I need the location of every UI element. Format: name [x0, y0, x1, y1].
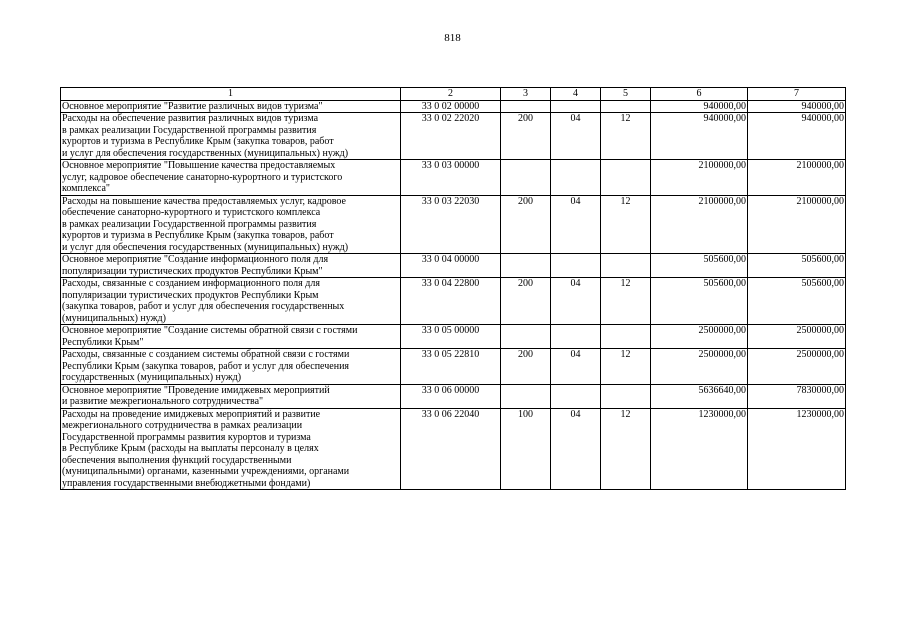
expense-name-line: (закупка товаров, работ и услуг для обеспечения государственных: [62, 301, 345, 312]
amount-col7-cell: 940000,00: [748, 100, 846, 113]
expense-name-line: Основное мероприятие "Создание информационного поля для: [62, 254, 329, 265]
expense-name-cell: [61, 100, 401, 113]
expense-name-cell: [61, 349, 401, 385]
expense-name-line: государственных (муниципальных) нужд): [62, 372, 242, 383]
amount-col7-cell: 1230000,00: [748, 408, 846, 490]
expense-type-cell: [501, 100, 551, 113]
subsection-cell: 12: [601, 278, 651, 325]
section-cell: [551, 325, 601, 349]
subsection-cell: 12: [601, 408, 651, 490]
expense-type-cell: [501, 384, 551, 408]
budget-code-cell: 33 0 06 00000: [401, 384, 501, 408]
subsection-cell: 12: [601, 349, 651, 385]
expense-name-line: в Республике Крым (расходы на выплаты персоналу в целях: [62, 443, 319, 454]
budget-code-cell: 33 0 03 22030: [401, 195, 501, 254]
expense-type-cell: 200: [501, 113, 551, 160]
table-row: [61, 113, 846, 160]
expense-name-line: в рамках реализации Государственной программы развития: [62, 124, 317, 136]
expense-name-line: популяризации туристических продуктов Республики Крым": [62, 265, 323, 277]
expense-name-line: Расходы на обеспечение развития различных видов туризма: [62, 113, 319, 124]
table-row: [61, 254, 846, 278]
expense-name-line: курортов и туризма в Республике Крым (закупка товаров, работ: [62, 230, 334, 241]
expense-name-cell: [61, 254, 401, 278]
section-cell: 04: [551, 278, 601, 325]
expense-type-cell: 200: [501, 195, 551, 254]
amount-col6-cell: 940000,00: [651, 113, 748, 160]
expense-name-line: Расходы, связанные с созданием системы обратной связи с гостями: [62, 349, 350, 360]
section-cell: [551, 254, 601, 278]
budget-code-cell: 33 0 05 00000: [401, 325, 501, 349]
expense-name-line: межрегионального сотрудничества в рамках реализации: [62, 420, 303, 431]
expense-type-cell: [501, 160, 551, 196]
table-row: [61, 384, 846, 408]
section-cell: 04: [551, 195, 601, 254]
table-body: [61, 100, 846, 490]
column-header: 3: [501, 88, 551, 101]
subsection-cell: [601, 160, 651, 196]
expense-name-cell: [61, 384, 401, 408]
amount-col7-cell: 505600,00: [748, 278, 846, 325]
budget-code-cell: 33 0 06 22040: [401, 408, 501, 490]
budget-code-cell: 33 0 03 00000: [401, 160, 501, 196]
column-header: 7: [748, 88, 846, 101]
amount-col7-cell: 2100000,00: [748, 195, 846, 254]
table-row: [61, 278, 846, 325]
amount-col7-cell: 2500000,00: [748, 349, 846, 385]
budget-code-cell: 33 0 02 00000: [401, 100, 501, 113]
table-row: [61, 100, 846, 113]
budget-code-cell: 33 0 05 22810: [401, 349, 501, 385]
subsection-cell: [601, 384, 651, 408]
column-header: 4: [551, 88, 601, 101]
expense-name-line: и услуг для обеспечения государственных (муниципальных) нужд): [62, 241, 349, 253]
amount-col6-cell: 2100000,00: [651, 195, 748, 254]
expense-name-cell: [61, 408, 401, 490]
expense-name-cell: [61, 195, 401, 254]
amount-col7-cell: 940000,00: [748, 113, 846, 160]
expense-type-cell: [501, 254, 551, 278]
expense-name-cell: [61, 160, 401, 196]
amount-col6-cell: 2100000,00: [651, 160, 748, 196]
section-cell: 04: [551, 349, 601, 385]
budget-code-cell: 33 0 04 00000: [401, 254, 501, 278]
section-cell: [551, 100, 601, 113]
expense-type-cell: 100: [501, 408, 551, 490]
column-header: 1: [61, 88, 401, 101]
table-row: [61, 325, 846, 349]
table-row: [61, 195, 846, 254]
expense-name-line: услуг, кадровое обеспечение санаторно-курортного и туристского: [62, 171, 343, 183]
section-cell: 04: [551, 408, 601, 490]
expense-name-line: Основное мероприятие "Создание системы обратной связи с гостями: [62, 325, 358, 336]
budget-code-cell: 33 0 02 22020: [401, 113, 501, 160]
amount-col6-cell: 5636640,00: [651, 384, 748, 408]
expense-name-cell: [61, 325, 401, 349]
subsection-cell: [601, 325, 651, 349]
amount-col6-cell: 940000,00: [651, 100, 748, 113]
amount-col6-cell: 2500000,00: [651, 349, 748, 385]
amount-col6-cell: 505600,00: [651, 278, 748, 325]
amount-col7-cell: 2100000,00: [748, 160, 846, 196]
expense-name-line: Республики Крым (закупка товаров, работ и услуг для обеспечения: [62, 360, 350, 372]
section-cell: [551, 384, 601, 408]
expense-name-line: и услуг для обеспечения государственных (муниципальных) нужд): [62, 147, 349, 159]
subsection-cell: 12: [601, 195, 651, 254]
column-header: 6: [651, 88, 748, 101]
expense-name-line: (муниципальными) органами, казенными учреждениями, органами: [62, 466, 350, 477]
expense-type-cell: [501, 325, 551, 349]
expense-name-line: комплекса": [62, 183, 110, 194]
header-row: [61, 88, 846, 101]
section-cell: [551, 160, 601, 196]
subsection-cell: [601, 100, 651, 113]
amount-col6-cell: 505600,00: [651, 254, 748, 278]
amount-col7-cell: 7830000,00: [748, 384, 846, 408]
expense-name-line: (муниципальных) нужд): [62, 312, 166, 324]
expense-name-line: и развитие межрегионального сотрудничества": [62, 396, 264, 407]
expense-name-line: обеспечение санаторно-курортного и туристского комплекса: [62, 207, 321, 218]
expense-name-line: обеспечения выполнения функций государственными: [62, 454, 292, 466]
amount-col7-cell: 505600,00: [748, 254, 846, 278]
budget-table: [60, 87, 846, 490]
subsection-cell: [601, 254, 651, 278]
expense-name-line: Расходы, связанные с созданием информационного поля для: [62, 278, 320, 289]
expense-name-line: в рамках реализации Государственной программы развития: [62, 218, 317, 230]
expense-type-cell: 200: [501, 278, 551, 325]
table-row: [61, 408, 846, 490]
expense-name-cell: [61, 278, 401, 325]
table-row: [61, 349, 846, 385]
subsection-cell: 12: [601, 113, 651, 160]
expense-name-line: Республики Крым": [62, 336, 144, 348]
amount-col6-cell: 2500000,00: [651, 325, 748, 349]
page-number: 818: [444, 32, 461, 44]
column-header: 5: [601, 88, 651, 101]
amount-col6-cell: 1230000,00: [651, 408, 748, 490]
column-header: 2: [401, 88, 501, 101]
expense-name-line: курортов и туризма в Республике Крым (закупка товаров, работ: [62, 136, 334, 147]
budget-code-cell: 33 0 04 22800: [401, 278, 501, 325]
expense-name-line: Расходы на проведение имиджевых мероприятий и развитие: [62, 408, 321, 420]
table-row: [61, 160, 846, 196]
expense-name-line: Расходы на повышение качества предоставляемых услуг, кадровое: [62, 195, 346, 207]
section-cell: 04: [551, 113, 601, 160]
expense-name-line: Государственной программы развития курортов и туризма: [62, 431, 311, 443]
amount-col7-cell: 2500000,00: [748, 325, 846, 349]
expense-name-line: Основное мероприятие "Развитие различных видов туризма": [62, 100, 323, 112]
expense-name-line: популяризации туристических продуктов Республики Крым: [62, 289, 319, 301]
expense-name-cell: [61, 113, 401, 160]
expense-name-line: Основное мероприятие "Проведение имиджевых мероприятий: [62, 384, 330, 396]
expense-type-cell: 200: [501, 349, 551, 385]
expense-name-line: Основное мероприятие "Повышение качества предоставляемых: [62, 160, 336, 171]
expense-name-line: управления государственными внебюджетными фондами): [62, 477, 311, 489]
